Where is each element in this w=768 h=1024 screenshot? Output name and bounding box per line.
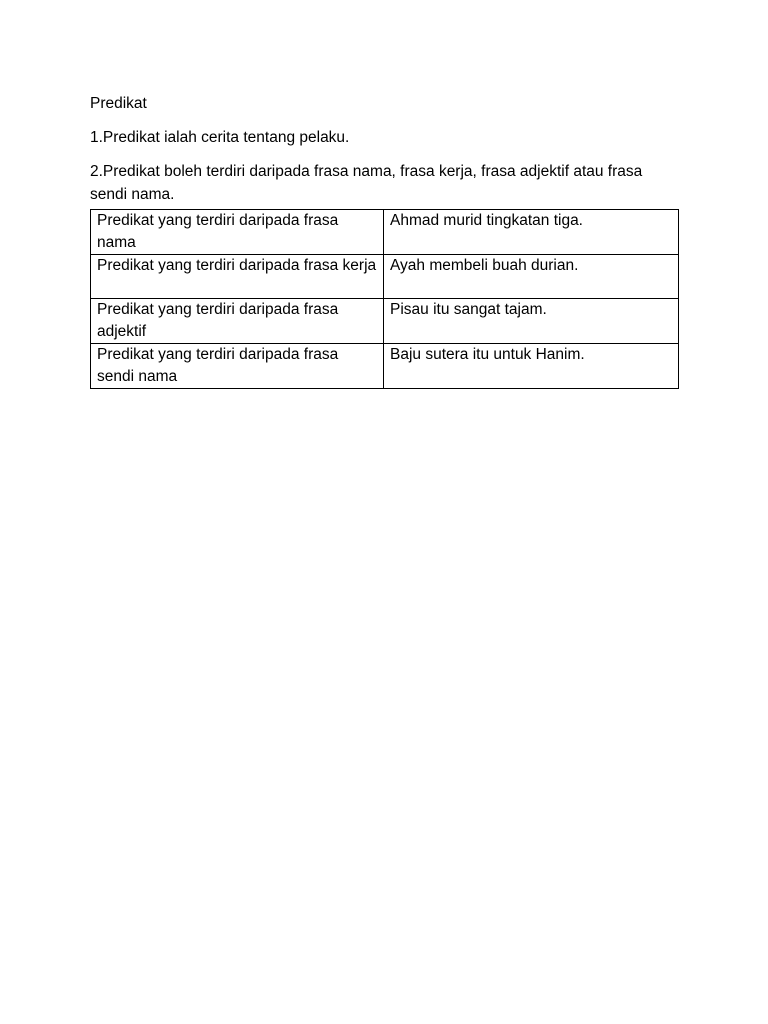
- table-cell-example: Pisau itu sangat tajam.: [384, 299, 679, 344]
- point-2: 2.Predikat boleh terdiri daripada frasa nama, frasa kerja, frasa adjektif atau frasa sendi nama.: [90, 163, 643, 203]
- table-row: [91, 344, 679, 389]
- table-cell-type: Predikat yang terdiri daripada frasa kerja: [91, 255, 384, 299]
- table-row: [91, 210, 679, 255]
- point-1: 1.Predikat ialah cerita tentang pelaku.: [90, 129, 350, 146]
- table-cell-example: Ayah membeli buah durian.: [384, 255, 679, 299]
- table-cell-example: Ahmad murid tingkatan tiga.: [384, 210, 679, 255]
- table-cell-type: Predikat yang terdiri daripada frasa sendi nama: [91, 344, 384, 389]
- table-row: [91, 255, 679, 299]
- table-cell-type: Predikat yang terdiri daripada frasa adjektif: [91, 299, 384, 344]
- page-title: Predikat: [90, 95, 147, 112]
- predikat-table: [90, 209, 679, 389]
- table-cell-type: Predikat yang terdiri daripada frasa nama: [91, 210, 384, 255]
- table-cell-example: Baju sutera itu untuk Hanim.: [384, 344, 679, 389]
- table-row: [91, 299, 679, 344]
- document-body: [90, 92, 680, 389]
